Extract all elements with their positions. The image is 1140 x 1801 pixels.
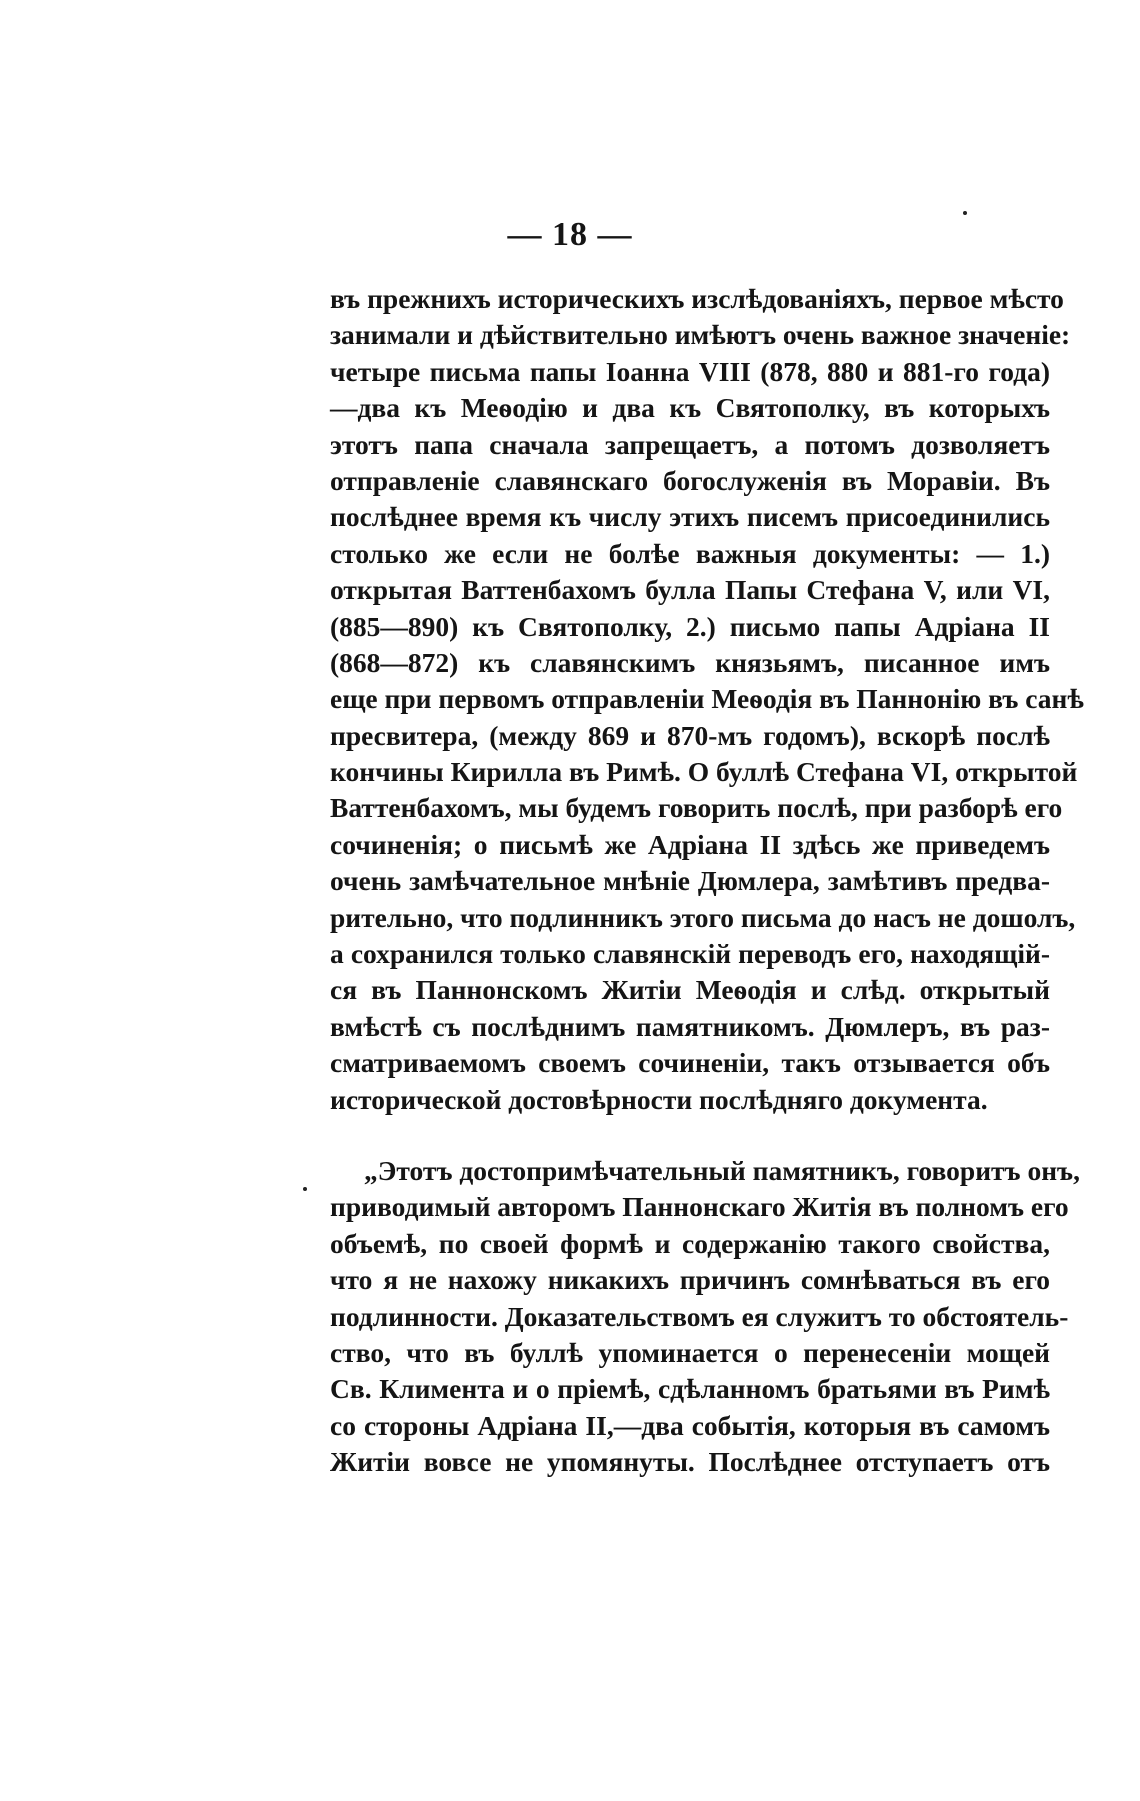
print-speck — [303, 1187, 307, 1191]
text-line: Житіи вовсе не упомянуты. Послѣднее отступаетъ отъ — [330, 1446, 1050, 1478]
text-line: вмѣстѣ съ послѣднимъ памятникомъ. Дюмлеръ, въ раз- — [330, 1010, 1050, 1042]
page-number: — 18 — — [507, 216, 633, 253]
text-line: четыре письма папы Іоанна VIII (878, 880 и 881-го года) — [330, 355, 1050, 387]
paragraph-2 — [330, 1153, 1080, 1481]
text-line: этотъ папа сначала запрещаетъ, а потомъ дозволяетъ — [330, 428, 1050, 460]
text-line: послѣднее время къ числу этихъ писемъ присоединились — [330, 501, 1050, 533]
text-line: (868—872) къ славянскимъ князьямъ, писанное имъ — [330, 646, 1050, 678]
text-line: Ваттенбахомъ, мы будемъ говорить послѣ, при разборѣ его — [330, 792, 1063, 824]
text-line: отправленіе славянскаго богослуженія въ Моравіи. Въ — [330, 464, 1050, 496]
text-line: сматриваемомъ своемъ сочиненіи, такъ отзывается объ — [330, 1047, 1050, 1079]
text-line: со стороны Адріана II,—два событія, которыя въ самомъ — [330, 1409, 1050, 1441]
text-line: а сохранился только славянскій переводъ его, находящій- — [330, 938, 1050, 970]
text-line: ство, что въ буллѣ упоминается о перенесеніи мощей — [330, 1336, 1050, 1368]
text-line: исторической достовѣрности послѣдняго документа. — [330, 1083, 988, 1115]
text-line: Св. Климента и о пріемѣ, сдѣланномъ братьями въ Римѣ — [330, 1373, 1050, 1405]
text-line: еще при первомъ отправленіи Меѳодія въ Паннонію въ санѣ — [330, 683, 1084, 715]
text-line: рительно, что подлинникъ этого письма до насъ не дошолъ, — [330, 901, 1076, 933]
text-line: объемѣ, по своей формѣ и содержанію такого свойства, — [330, 1227, 1050, 1259]
text-line: открытая Ваттенбахомъ булла Папы Стефана V, или VI, — [330, 574, 1050, 606]
text-line: ся въ Паннонскомъ Житіи Меѳодія и слѣд. открытый — [330, 974, 1050, 1006]
print-speck — [963, 211, 967, 215]
text-line: „Этотъ достопримѣчательный памятникъ, говоритъ онъ, — [364, 1155, 1080, 1186]
text-line: —два къ Меѳодію и два къ Святополку, въ которыхъ — [330, 392, 1050, 424]
text-line: въ прежнихъ историческихъ изслѣдованіяхъ, первое мѣсто — [330, 283, 1064, 314]
text-line: подлинности. Доказательствомъ ея служитъ то обстоятель- — [330, 1300, 1069, 1332]
text-line: пресвитера, (между 869 и 870-мъ годомъ), вскорѣ послѣ — [330, 719, 1050, 751]
text-line: (885—890) къ Святополку, 2.) письмо папы Адріана II — [330, 610, 1050, 642]
text-line: кончины Кирилла въ Римѣ. О буллѣ Стефана VI, открытой — [330, 756, 1078, 788]
text-line: очень замѣчательное мнѣніе Дюмлера, замѣтивъ предва- — [330, 865, 1050, 897]
text-line: сочиненія; о письмѣ же Адріана II здѣсь же приведемъ — [330, 828, 1050, 860]
text-line: столько же если не болѣе важныя документы: — 1.) — [330, 537, 1050, 569]
text-line: приводимый авторомъ Паннонскаго Житія въ полномъ его — [330, 1191, 1069, 1223]
text-line: занимали и дѣйствительно имѣютъ очень важное значеніе: — [330, 319, 1071, 351]
text-line: что я не нахожу никакихъ причинъ сомнѣваться въ его — [330, 1264, 1050, 1296]
paragraph-1 — [330, 281, 1084, 1118]
